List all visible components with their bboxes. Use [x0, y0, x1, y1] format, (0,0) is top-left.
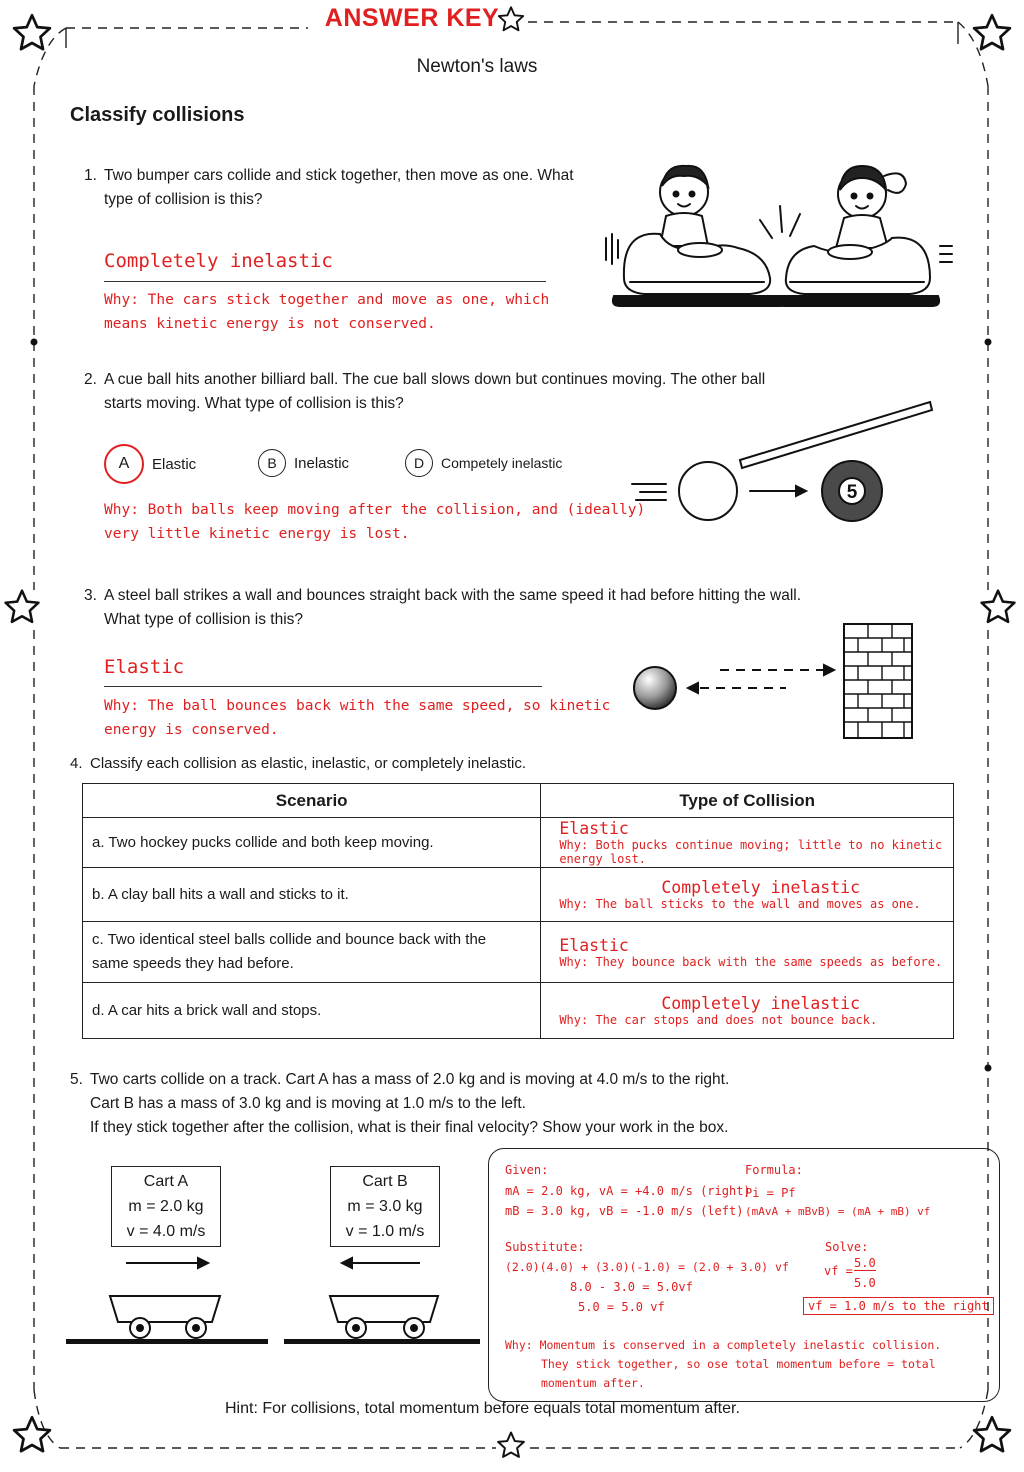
scenario-text: c. Two identical steel balls collide and bounce back with the: [92, 931, 487, 948]
type-cell: [541, 868, 954, 922]
scenario-cell: [83, 983, 541, 1039]
solve-denominator: 5.0: [854, 1276, 876, 1290]
scenario-text: b. A clay ball hits a wall and sticks to it.: [92, 885, 349, 903]
question-text: What type of collision is this?: [104, 611, 304, 628]
question-text: Two carts collide on a track. Cart A has a mass of 2.0 kg and is moving at 4.0 m/s to the right.: [90, 1071, 730, 1088]
scenario-cell: [83, 818, 541, 868]
why-explanation: [104, 498, 645, 546]
question-text: If they stick together after the collision, what is their final velocity? Show your work in the box.: [90, 1119, 729, 1136]
work-why-line: momentum after.: [541, 1376, 645, 1390]
column-header-type: Type of Collision: [541, 784, 954, 818]
question-text: starts moving. What type of collision is this?: [104, 395, 404, 412]
why-explanation: [104, 288, 549, 336]
question-number: 2.: [84, 371, 97, 388]
question-text: type of collision is this?: [104, 191, 263, 208]
collision-why: Why: The car stops and does not bounce back.: [559, 1013, 878, 1027]
collision-why: Why: They bounce back with the same speeds as before.: [559, 954, 943, 969]
collision-type: Elastic: [559, 935, 629, 955]
ball-number: 5: [846, 482, 858, 503]
work-why-line: They stick together, so ose total momentum before = total: [541, 1357, 936, 1371]
option-letter: D: [405, 449, 433, 477]
why-line: Why: The ball bounces back with the same speed, so kinetic: [104, 698, 611, 714]
answer-text: Completely inelastic: [104, 250, 333, 272]
scenario-text: a. Two hockey pucks collide and both keep moving.: [92, 833, 434, 851]
question-1: [84, 164, 604, 212]
question-text: Two bumper cars collide and stick together, then move as one. What: [104, 167, 574, 184]
answer-line: [104, 281, 546, 282]
substitute-line: 8.0 - 3.0 = 5.0vf: [570, 1280, 693, 1294]
why-line: Why: Both balls keep moving after the collision, and (ideally): [104, 502, 646, 518]
given-line: mA = 2.0 kg, vA = +4.0 m/s (right): [505, 1184, 751, 1198]
cart-mass: m = 2.0 kg: [128, 1198, 204, 1215]
question-number: 4.: [70, 755, 83, 772]
star-icon: [6, 591, 39, 622]
option-label: Competely inelastic: [441, 455, 563, 471]
formula-line: (mAvA + mBvB) = (mA + mB) vf: [745, 1205, 931, 1218]
solve-lhs: vf =: [824, 1264, 853, 1278]
section-title: Classify collisions: [70, 104, 245, 126]
type-cell: [541, 983, 954, 1039]
star-icon: [982, 591, 1015, 622]
question-number: 3.: [84, 587, 97, 604]
classification-table: [82, 783, 954, 1039]
collision-why: Why: The ball sticks to the wall and moves as one.: [559, 897, 921, 911]
formula-line: Pi = Pf: [745, 1186, 796, 1200]
billiard-illustration: [626, 398, 936, 528]
type-cell: [541, 922, 954, 983]
column-header-scenario: Scenario: [83, 784, 541, 818]
scenario-cell: [83, 922, 541, 983]
collision-type: Completely inelastic: [661, 878, 861, 897]
scenario-text: same speeds they had before.: [92, 955, 294, 972]
question-text: A cue ball hits another billiard ball. The cue ball slows down but continues moving. The other ball: [104, 371, 766, 388]
why-line: means kinetic energy is not conserved.: [104, 316, 436, 332]
collision-type: Completely inelastic: [661, 994, 861, 1013]
carts-illustration: [60, 1250, 480, 1350]
bumper-cars-illustration: [600, 150, 955, 310]
table-row: [83, 818, 954, 868]
cart-mass: m = 3.0 kg: [347, 1198, 423, 1215]
solve-numerator: 5.0: [854, 1256, 876, 1270]
answer-text: Elastic: [104, 656, 185, 678]
cart-a-info: [111, 1166, 221, 1247]
given-line: mB = 3.0 kg, vB = -1.0 m/s (left): [505, 1204, 744, 1218]
table-row: [83, 922, 954, 983]
formula-label: Formula:: [745, 1163, 803, 1177]
option-d[interactable]: [405, 449, 562, 477]
star-icon: [14, 1417, 50, 1451]
work-why-line: Why: Momentum is conserved in a completely inelastic collision.: [505, 1338, 942, 1352]
star-icon: [14, 15, 50, 49]
why-line: very little kinetic energy is lost.: [104, 526, 410, 542]
collision-why: Why: Both pucks continue moving; little to no kinetic energy lost.: [559, 838, 943, 866]
question-text: Classify each collision as elastic, inelastic, or completely inelastic.: [90, 755, 527, 772]
question-number: 5.: [70, 1071, 83, 1088]
table-header-row: [83, 784, 954, 818]
collision-type: Elastic: [559, 819, 629, 838]
option-a[interactable]: [104, 444, 196, 484]
option-b[interactable]: [258, 449, 349, 477]
option-letter-selected: A: [104, 444, 144, 484]
cart-name: Cart A: [143, 1173, 189, 1190]
star-icon: [974, 15, 1010, 49]
steel-ball-wall-illustration: [628, 620, 918, 744]
table-row: [83, 983, 954, 1039]
type-cell: [541, 818, 954, 868]
why-line: energy is conserved.: [104, 722, 279, 738]
option-letter: B: [258, 449, 286, 477]
given-label: Given:: [505, 1163, 549, 1177]
question-4: [70, 752, 770, 776]
table-row: [83, 868, 954, 922]
question-number: 1.: [84, 167, 97, 184]
why-explanation: [104, 694, 610, 742]
answer-line: [104, 686, 542, 687]
scenario-text: d. A car hits a brick wall and stops.: [92, 1001, 322, 1019]
substitute-line: 5.0 = 5.0 vf: [578, 1300, 665, 1314]
substitute-line: (2.0)(4.0) + (3.0)(-1.0) = (2.0 + 3.0) vf: [505, 1260, 789, 1274]
final-answer: vf = 1.0 m/s to the right: [803, 1297, 994, 1315]
cart-velocity: v = 4.0 m/s: [126, 1223, 206, 1240]
hint-text: Hint: For collisions, total momentum before equals total momentum after.: [225, 1400, 740, 1417]
cart-velocity: v = 1.0 m/s: [345, 1223, 425, 1240]
question-5: [70, 1068, 870, 1140]
page-subtitle: Newton's laws: [416, 56, 538, 77]
question-text: Cart B has a mass of 3.0 kg and is moving at 1.0 m/s to the left.: [90, 1095, 526, 1112]
solve-label: Solve:: [825, 1240, 869, 1254]
star-icon: [498, 1433, 524, 1457]
option-label: Inelastic: [294, 454, 350, 472]
cart-name: Cart B: [362, 1173, 408, 1190]
cart-b-info: [330, 1166, 440, 1247]
scenario-cell: [83, 868, 541, 922]
option-label: Elastic: [152, 455, 197, 473]
why-line: Why: The cars stick together and move as one, which: [104, 292, 550, 308]
question-text: A steel ball strikes a wall and bounces straight back with the same speed it had before hitting the wall.: [104, 587, 802, 604]
answer-key-title: ANSWER KEY: [324, 4, 500, 32]
substitute-label: Substitute:: [505, 1240, 585, 1254]
